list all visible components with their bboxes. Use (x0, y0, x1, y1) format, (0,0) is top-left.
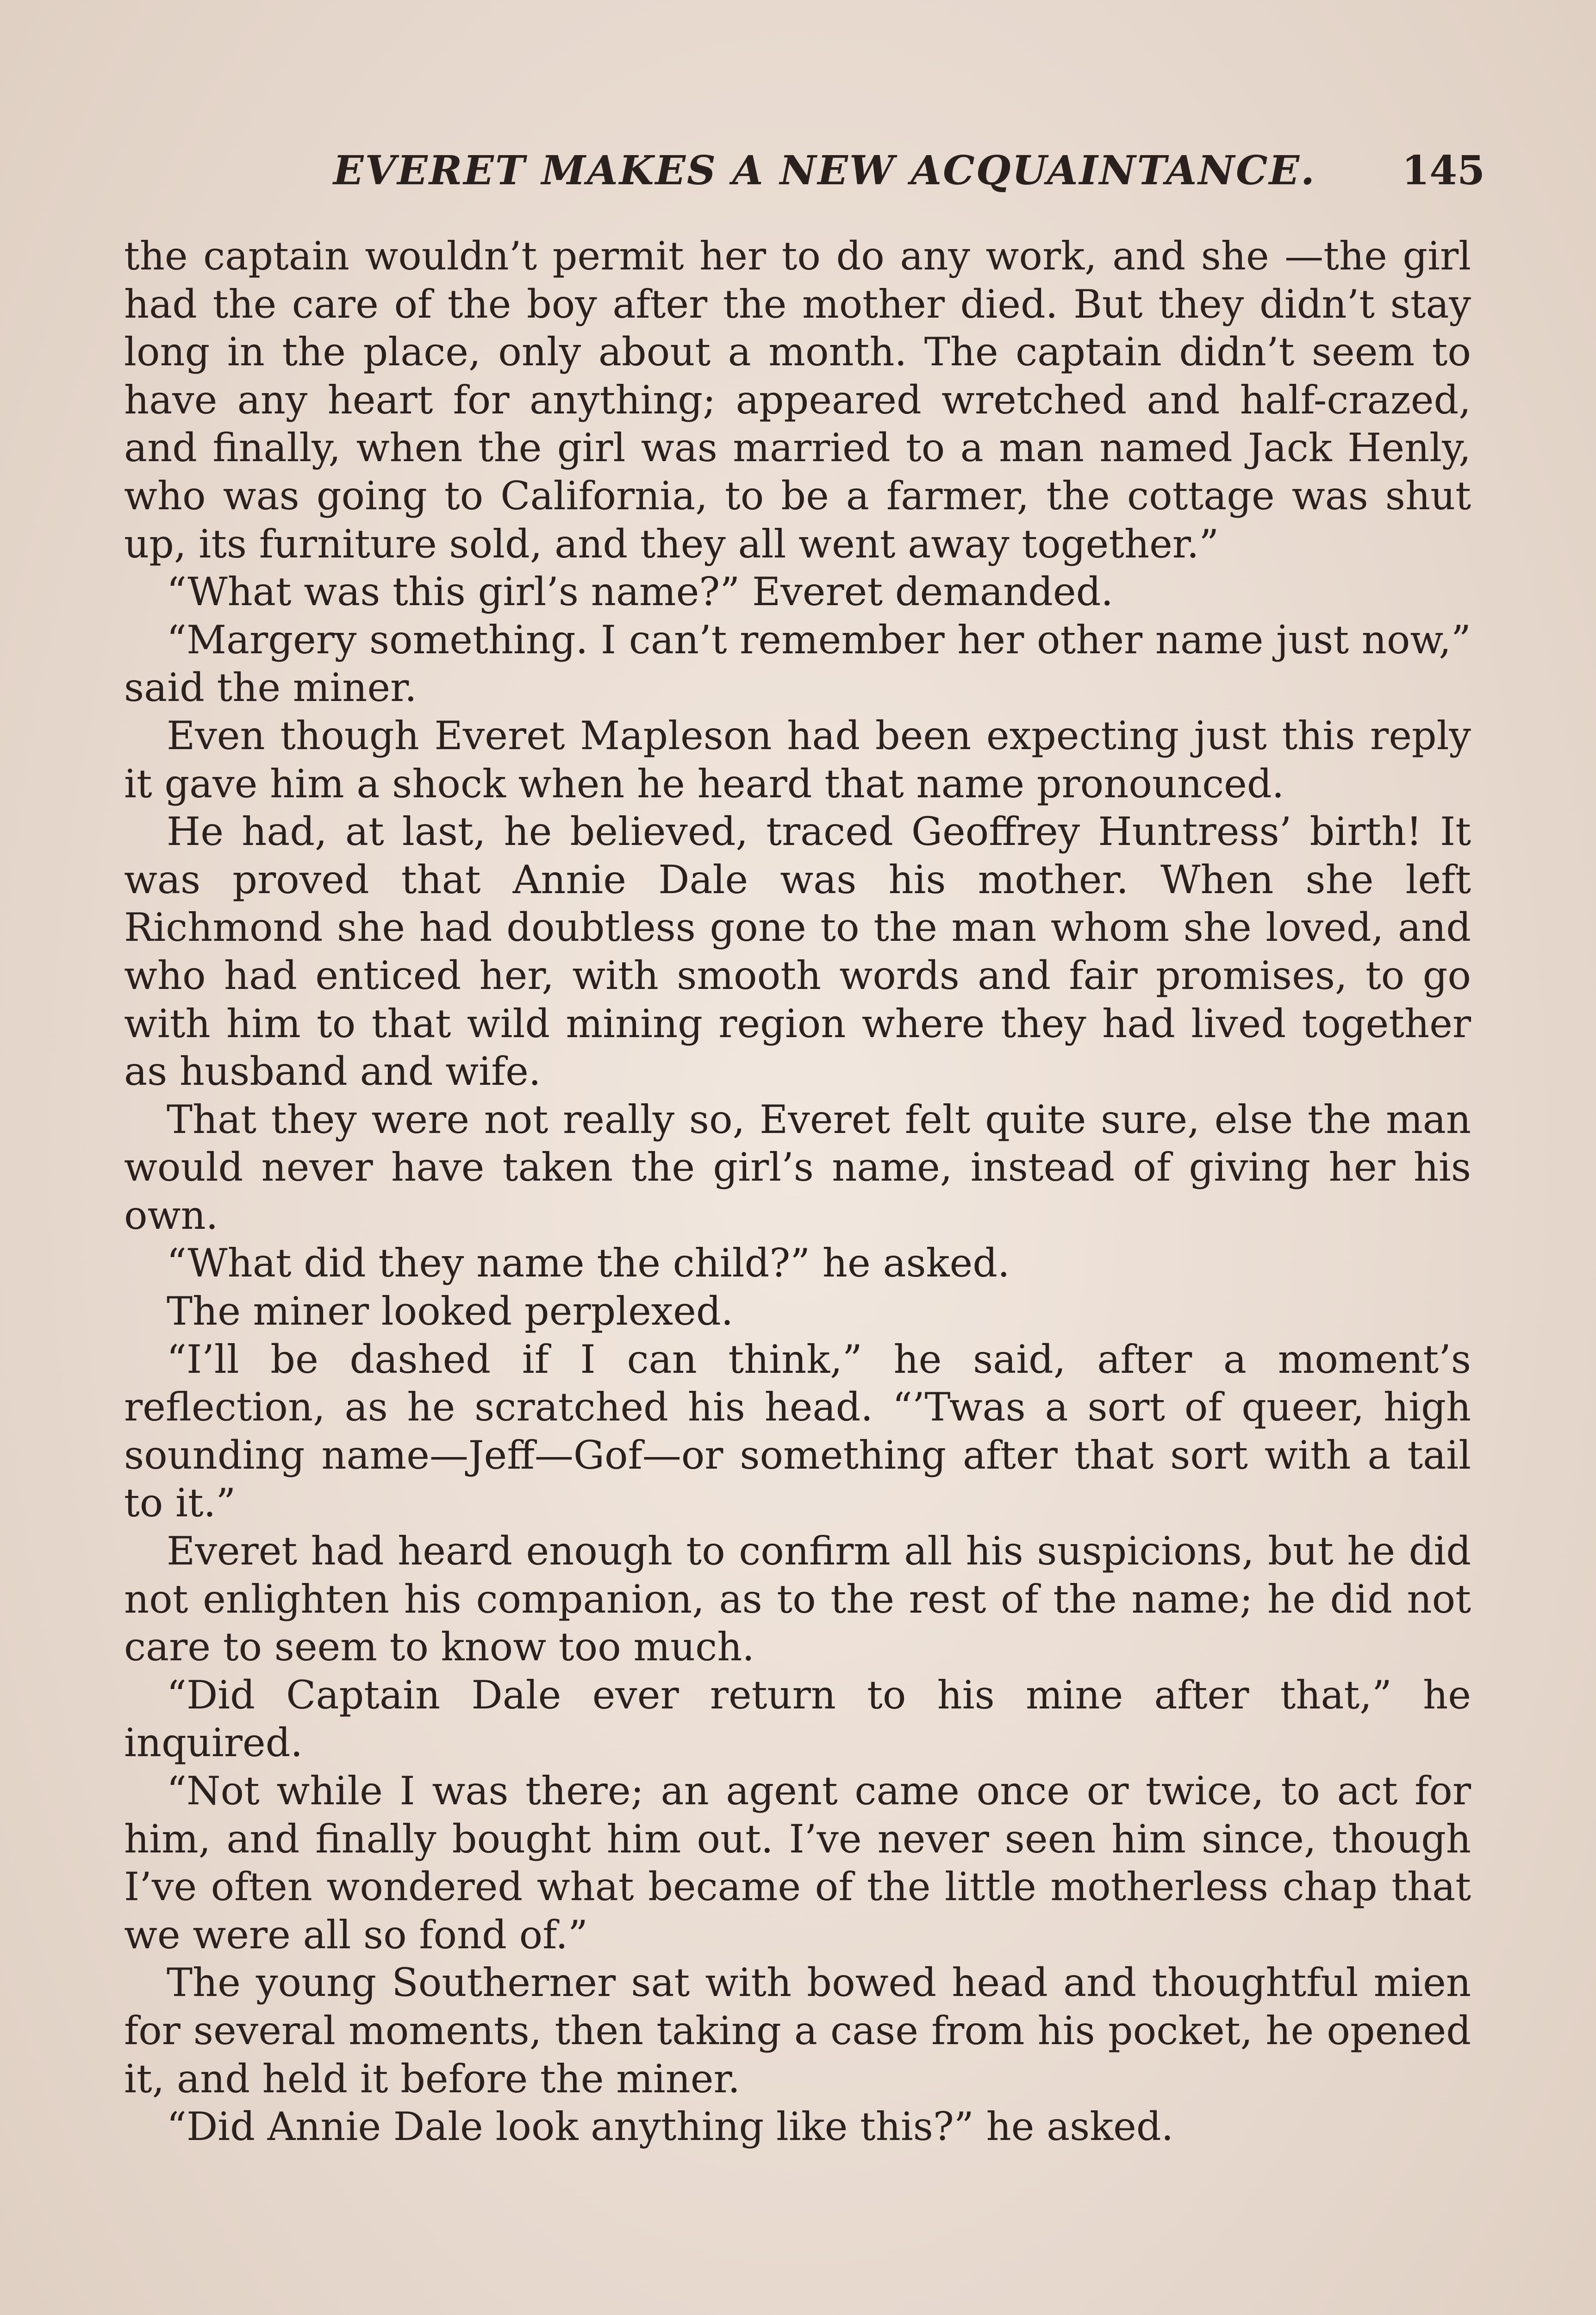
paragraph: Even though Everet Mapleson had been expecting just this reply it gave him a shock when he heard that name pronounced. (124, 713, 1471, 807)
paragraph: That they were not really so, Everet felt quite sure, else the man would never have taken the girl’s name, instead of giving her his own. (124, 1096, 1471, 1238)
running-head: EVERET MAKES A NEW ACQUAINTANCE. (333, 147, 1316, 194)
body-text (124, 232, 1471, 2151)
paragraph: The young Southerner sat with bowed head and thoughtful mien for several moments, then taking a case from his pocket, he opened it, and held it before the miner. (124, 1960, 1471, 2102)
paragraph: “Margery something. I can’t remember her other name just now,” said the miner. (124, 617, 1471, 711)
paragraph: He had, at last, he believed, traced Geoffrey Huntress’ birth! It was proved that Annie Dale was his mother. When she left Richmond she had doubtless gone to the man whom she loved, and who had enticed her, with smooth words and fair promises, to go with him to that wild mining region where they had lived together as husband and wife. (124, 809, 1471, 1095)
paragraph: “Not while I was there; an agent came once or twice, to act for him, and finally bought him out. I’ve never seen him since, though I’ve often wondered what became of the little motherless chap that we were all so fond of.” (124, 1768, 1471, 1958)
page-header (125, 147, 1485, 203)
paragraph: “Did Captain Dale ever return to his mine after that,” he inquired. (124, 1672, 1471, 1766)
paragraph: “Did Annie Dale look anything like this?” he asked. (167, 2104, 1174, 2150)
paragraph: “What did they name the child?” he asked. (167, 1240, 1010, 1286)
paragraph: the captain wouldn’t permit her to do any work, and she —the girl had the care of the boy after the mother died. But they didn’t stay long in the place, only about a month. The captain didn’t seem to have any heart for anything; appeared wretched and half-crazed, and finally, when the girl was married to a man named Jack Henly, who was going to California, to be a farmer, the cottage was shut up, its furniture sold, and they all went away together.” (124, 233, 1471, 567)
paragraph: The miner looked perplexed. (167, 1289, 734, 1334)
paragraph: “What was this girl’s name?” Everet demanded. (167, 569, 1114, 615)
paragraph: “I’ll be dashed if I can think,” he said, after a moment’s reflection, as he scratched his head. “’Twas a sort of queer, high sounding name—Jeff—Gof—or something after that sort with a tail to it.” (124, 1336, 1471, 1526)
page-number: 145 (1402, 147, 1485, 194)
paragraph: Everet had heard enough to confirm all his suspicions, but he did not enlighten his companion, as to the rest of the name; he did not care to seem to know too much. (124, 1528, 1471, 1670)
